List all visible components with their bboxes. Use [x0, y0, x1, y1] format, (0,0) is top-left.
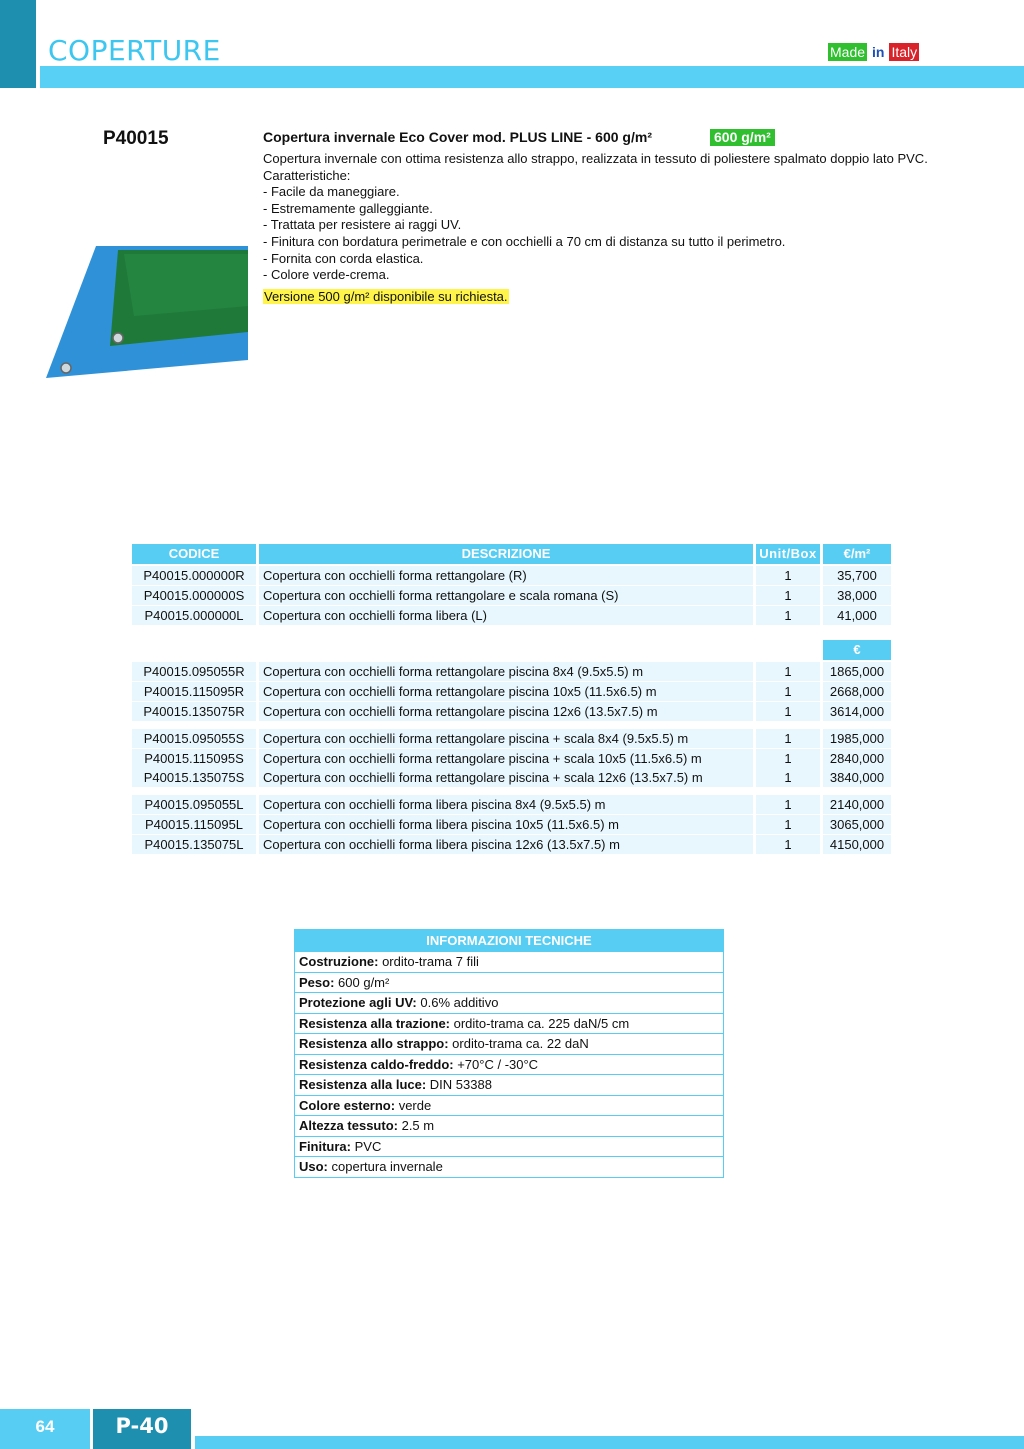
- cell-description: Copertura con occhielli forma rettangolare piscina + scala 12x6 (13.5x7.5) m: [259, 768, 753, 787]
- in-label: in: [872, 44, 885, 60]
- tech-value: ordito-trama ca. 225 daN/5 cm: [453, 1015, 630, 1031]
- tech-row: [295, 1136, 723, 1157]
- col-header-price-m2: €/m²: [823, 544, 891, 564]
- tech-label: Uso:: [299, 1159, 328, 1174]
- technical-info-title: INFORMAZIONI TECNICHE: [295, 930, 723, 951]
- cell-description: Copertura con occhielli forma libera piscina 12x6 (13.5x7.5) m: [259, 835, 753, 854]
- cell-unit: 1: [756, 566, 820, 585]
- tech-value: 2.5 m: [401, 1118, 435, 1133]
- italy-label: Italy: [891, 44, 918, 60]
- cell-unit: 1: [756, 729, 820, 748]
- cell-price: 3065,000: [823, 815, 891, 834]
- technical-info-table: [294, 929, 724, 1178]
- cell-description: Copertura con occhielli forma libera piscina 10x5 (11.5x6.5) m: [259, 815, 753, 834]
- cell-unit: 1: [756, 662, 820, 681]
- tech-row: [295, 1033, 723, 1054]
- made-in-italy-badge: [828, 43, 919, 61]
- cell-price: 2840,000: [823, 749, 891, 768]
- cell-price: 3840,000: [823, 768, 891, 787]
- cell-code: P40015.095055L: [132, 795, 256, 814]
- cell-description: Copertura con occhielli forma rettangolare (R): [259, 566, 753, 585]
- description-line: - Facile da maneggiare.: [263, 184, 400, 200]
- cell-unit: 1: [756, 702, 820, 721]
- cell-description: Copertura con occhielli forma rettangolare piscina 10x5 (11.5x6.5) m: [259, 682, 753, 701]
- cell-price: 1865,000: [823, 662, 891, 681]
- tech-row: [295, 992, 723, 1013]
- tech-label: Colore esterno:: [299, 1097, 396, 1113]
- description-line: - Finitura con bordatura perimetrale e con occhielli a 70 cm di distanza su tutto il perimetro.: [263, 233, 786, 249]
- cell-code: P40015.095055R: [132, 662, 256, 681]
- page-code: P-40: [93, 1409, 191, 1449]
- tech-label: Finitura:: [299, 1138, 351, 1154]
- tech-row: [295, 1115, 723, 1136]
- cell-description: Copertura con occhielli forma libera (L): [259, 606, 753, 625]
- weight-badge: 600 g/m²: [710, 129, 775, 146]
- tech-label: Resistenza allo strappo:: [299, 1036, 449, 1051]
- cell-unit: 1: [756, 795, 820, 814]
- cell-price: 38,000: [823, 586, 891, 605]
- col-header-description: DESCRIZIONE: [259, 544, 753, 564]
- tech-row: [295, 951, 723, 972]
- cell-code: P40015.000000S: [132, 586, 256, 605]
- tech-row: [295, 1054, 723, 1075]
- tech-row: [295, 1074, 723, 1095]
- product-description: [263, 151, 983, 284]
- tech-label: Resistenza caldo-freddo:: [299, 1056, 454, 1072]
- tech-row: [295, 1013, 723, 1034]
- cell-price: 41,000: [823, 606, 891, 625]
- product-code: P40015: [103, 128, 169, 149]
- tech-label: Altezza tessuto:: [299, 1118, 398, 1133]
- cell-code: P40015.135075L: [132, 835, 256, 854]
- tech-value: copertura invernale: [331, 1159, 443, 1174]
- cell-price: 35,700: [823, 566, 891, 585]
- cell-price: 1985,000: [823, 729, 891, 748]
- description-line: Caratteristiche:: [263, 167, 351, 183]
- cell-code: P40015.095055S: [132, 729, 256, 748]
- cell-code: P40015.115095R: [132, 682, 256, 701]
- cell-code: P40015.000000R: [132, 566, 256, 585]
- tech-value: PVC: [354, 1138, 382, 1154]
- cell-price: 2140,000: [823, 795, 891, 814]
- description-line: - Fornita con corda elastica.: [263, 250, 424, 266]
- col-header-unit: Unit/Box: [756, 544, 820, 564]
- tech-value: 600 g/m²: [338, 974, 390, 990]
- cell-description: Copertura con occhielli forma rettangolare piscina + scala 8x4 (9.5x5.5) m: [259, 729, 753, 748]
- tech-label: Costruzione:: [299, 954, 379, 969]
- cell-unit: 1: [756, 606, 820, 625]
- col-header-price-euro: €: [823, 640, 891, 660]
- cell-unit: 1: [756, 682, 820, 701]
- tech-value: DIN 53388: [429, 1077, 492, 1092]
- tech-value: +70°C / -30°C: [457, 1056, 539, 1072]
- tech-value: 0.6% additivo: [420, 995, 499, 1010]
- availability-note: Versione 500 g/m² disponibile su richiesta.: [264, 289, 508, 304]
- cell-description: Copertura con occhielli forma rettangolare piscina 12x6 (13.5x7.5) m: [259, 702, 753, 721]
- tech-row: [295, 972, 723, 993]
- tech-value: ordito-trama 7 fili: [382, 954, 479, 969]
- col-header-code: CODICE: [132, 544, 256, 564]
- cell-description: Copertura con occhielli forma libera piscina 8x4 (9.5x5.5) m: [259, 795, 753, 814]
- tech-label: Peso:: [299, 974, 335, 990]
- cell-description: Copertura con occhielli forma rettangolare piscina 8x4 (9.5x5.5) m: [259, 662, 753, 681]
- cell-price: 4150,000: [823, 835, 891, 854]
- description-line: - Trattata per resistere ai raggi UV.: [263, 217, 462, 233]
- page-number: 64: [0, 1409, 90, 1449]
- cell-unit: 1: [756, 835, 820, 854]
- tech-row: [295, 1095, 723, 1116]
- tech-row: [295, 1156, 723, 1177]
- cell-unit: 1: [756, 815, 820, 834]
- cell-code: P40015.135075R: [132, 702, 256, 721]
- cell-code: P40015.115095L: [132, 815, 256, 834]
- description-line: - Estremamente galleggiante.: [263, 200, 433, 216]
- header-accent-block: [0, 0, 36, 88]
- cell-code: P40015.135075S: [132, 768, 256, 787]
- cell-code: P40015.000000L: [132, 606, 256, 625]
- tech-value: ordito-trama ca. 22 daN: [452, 1036, 589, 1051]
- description-line: - Colore verde-crema.: [263, 267, 390, 283]
- header-band: [40, 66, 1024, 88]
- cell-description: Copertura con occhielli forma rettangolare piscina + scala 10x5 (11.5x6.5) m: [259, 749, 753, 768]
- cell-price: 3614,000: [823, 702, 891, 721]
- cell-code: P40015.115095S: [132, 749, 256, 768]
- section-title: COPERTURE: [48, 34, 221, 67]
- tech-label: Resistenza alla trazione:: [299, 1015, 450, 1031]
- footer-band: [195, 1436, 1024, 1449]
- product-title: Copertura invernale Eco Cover mod. PLUS LINE - 600 g/m²: [263, 129, 652, 145]
- cell-unit: 1: [756, 768, 820, 787]
- tech-label: Resistenza alla luce:: [299, 1077, 427, 1092]
- made-label: Made: [830, 44, 866, 60]
- cell-price: 2668,000: [823, 682, 891, 701]
- tech-value: verde: [398, 1097, 432, 1113]
- cell-description: Copertura con occhielli forma rettangolare e scala romana (S): [259, 586, 753, 605]
- cell-unit: 1: [756, 749, 820, 768]
- tech-label: Protezione agli UV:: [299, 995, 417, 1010]
- cell-unit: 1: [756, 586, 820, 605]
- pool-cover-image: [44, 246, 248, 380]
- description-line: Copertura invernale con ottima resistenza allo strappo, realizzata in tessuto di poliestere spalmato doppio lato PVC.: [263, 151, 928, 166]
